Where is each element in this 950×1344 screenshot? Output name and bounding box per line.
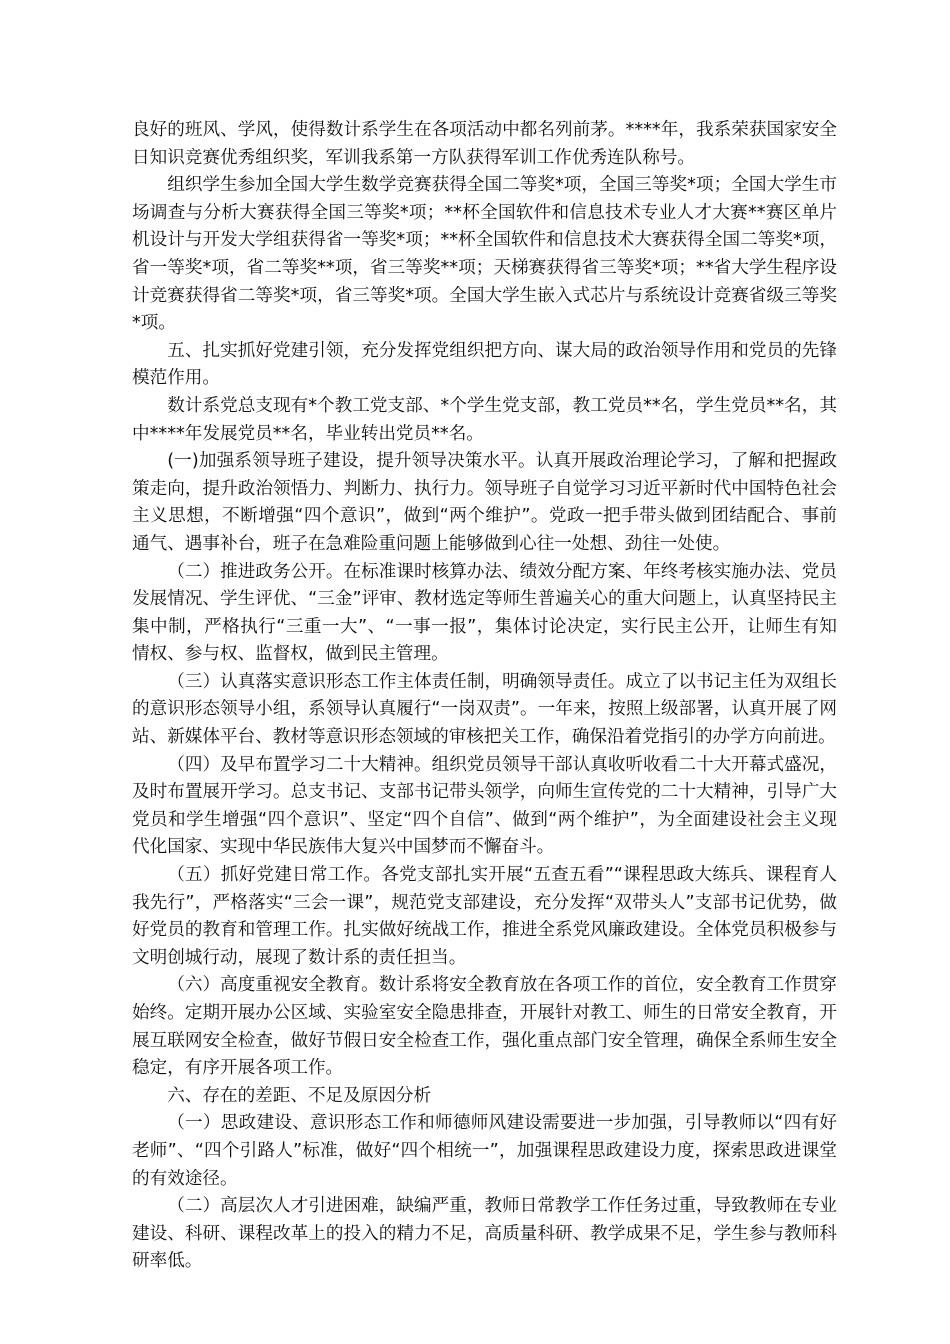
paragraph-item-4: （四）及早布置学习二十大精神。组织党员领导干部认真收听收看二十大开幕式盛况，及时布置展开学习。总支书记、支部书记带头领学，向师生宣传党的二十大精神，引导广大党员和学生增强“四个意识”、坚定“四个自信”、做到“两个维护”，为全面建设社会主义现代化国家、实现中华民族伟大复兴中国梦而不懈奋斗。	[132, 754, 837, 858]
paragraph-continuation: 良好的班风、学风，使得数计系学生在各项活动中都名列前茅。****年，我系荣获国家安全日知识竞赛优秀组织奖，军训我系第一方队获得军训工作优秀连队称号。	[132, 120, 837, 168]
paragraph-shortcoming-1: （一）思政建设、意识形态工作和师德师风建设需要进一步加强，引导教师以“四有好老师”、“四个引路人”标准，做好“四个相统一”，加强课程思政建设力度，探索思政进课堂的有效途径。	[132, 1113, 837, 1189]
paragraph-item-2: （二）推进政务公开。在标准课时核算办法、绩效分配方案、年终考核实施办法、党员发展情况、学生评优、“三金”评审、教材选定等师生普遍关心的重大问题上，认真坚持民主集中制，严格执行“三重一大”、“一事一报”，集体讨论决定，实行民主公开，让师生有知情权、参与权、监督权，做到民主管理。	[132, 561, 837, 665]
section-heading-6: 六、存在的差距、不足及原因分析	[167, 1085, 432, 1106]
paragraph-competition-awards: 组织学生参加全国大学生数学竞赛获得全国二等奖*项，全国三等奖*项；全国大学生市场调查与分析大赛获得全国三等奖*项；**杯全国软件和信息技术专业人才大赛**赛区单片机设计与开发大学组获得省一等奖*项；**杯全国软件和信息技术大赛获得全国二等奖*项，省一等奖*项，省二等奖**项，省三等奖**项；天梯赛获得省三等奖*项；**省大学生程序设计竞赛获得省二等奖*项，省三等奖*项。全国大学生嵌入式芯片与系统设计竞赛省级三等奖*项。	[132, 175, 837, 334]
paragraph-shortcoming-2: （二）高层次人才引进困难，缺编严重，教师日常教学工作任务过重，导致教师在专业建设、科研、课程改革上的投入的精力不足，高质量科研、教学成果不足，学生参与教师科研率低。	[132, 1196, 837, 1272]
section-heading-5: 五、扎实抓好党建引领，充分发挥党组织把方向、谋大局的政治领导作用和党员的先锋模范作用。	[132, 340, 837, 389]
paragraph-item-6: （六）高度重视安全教育。数计系将安全教育放在各项工作的首位，安全教育工作贯穿始终。定期开展办公区域、实验室安全隐患排查，开展针对教工、师生的日常安全教育，开展互联网安全检查，做好节假日安全检查工作，强化重点部门安全管理，确保全系师生安全稳定，有序开展各项工作。	[132, 975, 837, 1079]
paragraph-item-5: （五）抓好党建日常工作。各党支部扎实开展“五查五看”“课程思政大练兵、课程育人我先行”，严格落实“三会一课”，规范党支部建设，充分发挥“双带头人”支部书记优势，做好党员的教育和管理工作。扎实做好统战工作，推进全系党风廉政建设。全体党员积极参与文明创城行动，展现了数计系的责任担当。	[132, 865, 837, 968]
paragraph-item-3: （三）认真落实意识形态工作主体责任制，明确领导责任。成立了以书记主任为双组长的意识形态领导小组，系领导认真履行“一岗双责”。一年来，按照上级部署，认真开展了网站、新媒体平台、教材等意识形态领域的审核把关工作，确保沿着党指引的办学方向前进。	[132, 671, 837, 748]
paragraph-party-members: 数计系党总支现有*个教工党支部、*个学生党支部，教工党员**名，学生党员**名，其中****年发展党员**名，毕业转出党员**名。	[132, 395, 837, 444]
document-page	[132, 117, 837, 1276]
paragraph-item-1: (一)加强系领导班子建设，提升领导决策水平。认真开展政治理论学习，了解和把握政策走向，提升政治领悟力、判断力、执行力。领导班子自觉学习习近平新时代中国特色社会主义思想，不断增强“四个意识”，做到“两个维护”。党政一把手带头做到团结配合、事前通气、遇事补台，班子在急难险重问题上能够做到心往一处想、劲往一处使。	[132, 451, 837, 554]
